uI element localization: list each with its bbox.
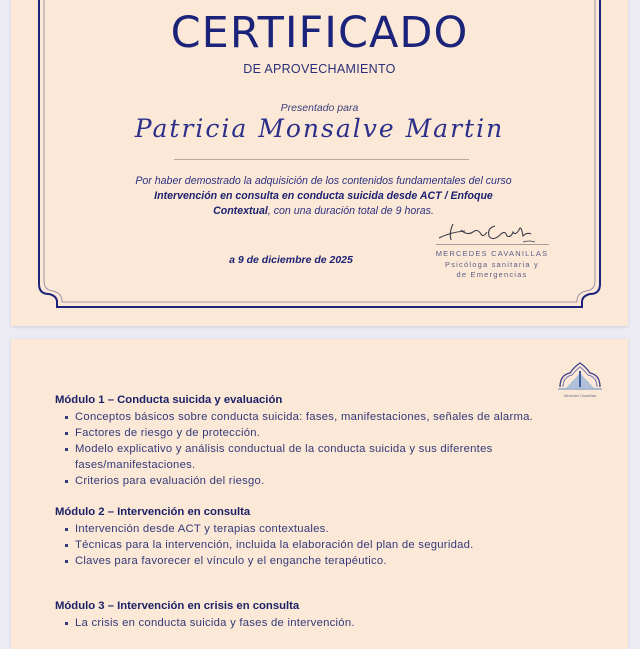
- course-name: Intervención en consulta en conducta suicida desde ACT / Enfoque Contextual: [154, 190, 493, 217]
- svg-text:Mercedes Cavanillas: Mercedes Cavanillas: [563, 394, 597, 398]
- presented-label: Presentado para: [280, 102, 359, 114]
- logo-icon: [552, 359, 608, 399]
- certificate-body: [131, 174, 516, 219]
- list-item: Técnicas para la intervención, incluida la elaboración del plan de seguridad.: [65, 537, 535, 553]
- module-3: [55, 599, 535, 631]
- signature-line: [436, 244, 549, 245]
- list-item: Conceptos básicos sobre conducta suicida: fases, manifestaciones, señales de alarma.: [65, 409, 535, 425]
- recipient-name: Patricia Monsalve Martin: [134, 114, 505, 143]
- list-item: Claves para favorecer el vínculo y el enganche terapéutico.: [65, 553, 535, 569]
- module-title: Módulo 3 – Intervención en crisis en consulta: [55, 600, 300, 612]
- signer-block: [423, 249, 561, 281]
- certificate-subtitle: DE APROVECHAMIENTO: [243, 62, 396, 76]
- signer-role-2: de Emergencias: [456, 270, 528, 279]
- module-1: [55, 393, 535, 489]
- body-prefix: Por haber demostrado la adquisición de los contenidos fundamentales del curso: [135, 175, 512, 187]
- issue-date: a 9 de diciembre de 2025: [229, 254, 353, 266]
- list-item: Criterios para evaluación del riesgo.: [65, 473, 535, 489]
- module-title: Módulo 1 – Conducta suicida y evaluación: [55, 394, 283, 406]
- module-title: Módulo 2 – Intervención en consulta: [55, 506, 251, 518]
- list-item: Factores de riesgo y de protección.: [65, 425, 535, 441]
- module-2: [55, 505, 535, 569]
- list-item: La crisis en conducta suicida y fases de intervención.: [65, 615, 535, 631]
- signer-role-1: Psicóloga sanitaria y: [445, 259, 539, 269]
- certificate-page: [11, 0, 628, 326]
- signature-icon: [431, 218, 546, 246]
- name-underline: [174, 159, 469, 160]
- list-item: Intervención desde ACT y terapias contextuales.: [65, 521, 535, 537]
- signer-name: MERCEDES CAVANILLAS: [435, 249, 549, 258]
- list-item: Modelo explicativo y análisis conductual de la conducta suicida y sus diferentes fases/manifestaciones.: [65, 441, 535, 473]
- certificate-title: CERTIFICADO: [170, 8, 469, 58]
- syllabus-page: [11, 339, 628, 649]
- modules-list: [55, 393, 535, 647]
- body-suffix: , con una duración total de 9 horas.: [267, 205, 434, 217]
